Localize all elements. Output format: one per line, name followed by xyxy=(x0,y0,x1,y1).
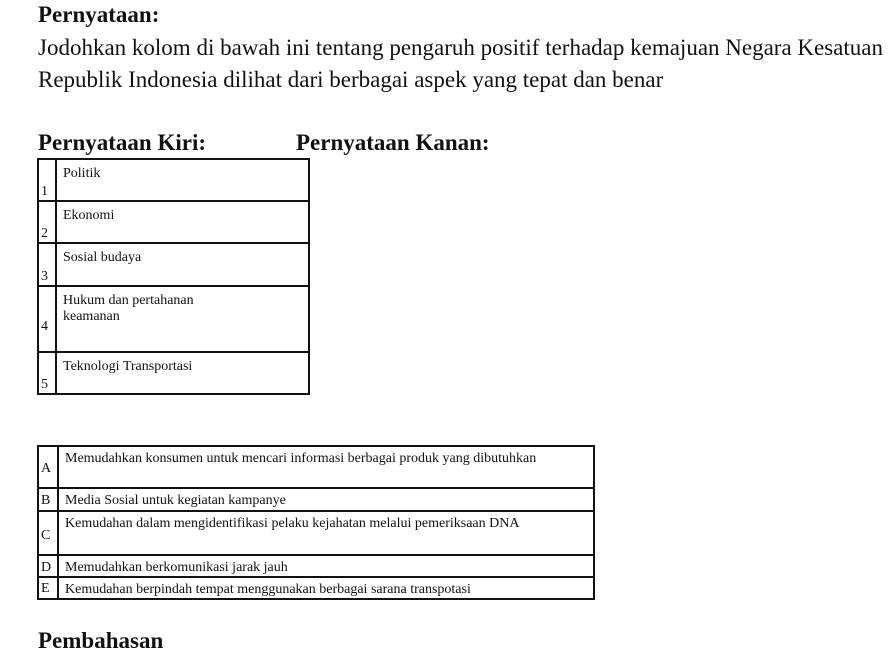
row-letter: D xyxy=(38,555,58,577)
left-statements-table xyxy=(37,158,310,395)
row-number: 4 xyxy=(38,286,56,352)
table-row xyxy=(38,577,594,599)
table-row xyxy=(38,555,594,577)
table-row xyxy=(38,488,594,511)
table-row xyxy=(38,201,309,243)
row-number: 1 xyxy=(38,159,56,201)
row-text: Politik xyxy=(56,159,309,201)
discussion-heading: Pembahasan xyxy=(38,628,164,653)
row-number: 3 xyxy=(38,243,56,286)
row-text: Memudahkan berkomunikasi jarak jauh xyxy=(58,555,594,577)
table-row xyxy=(38,286,309,352)
table-row xyxy=(38,352,309,394)
right-column-title: Pernyataan Kanan: xyxy=(296,130,490,155)
table-row xyxy=(38,511,594,555)
row-text: Media Sosial untuk kegiatan kampanye xyxy=(58,488,594,511)
row-text: Teknologi Transportasi xyxy=(56,352,309,394)
row-letter: A xyxy=(38,446,58,488)
row-letter: C xyxy=(38,511,58,555)
row-text: Sosial budaya xyxy=(56,243,309,286)
row-text: Kemudahan dalam mengidentifikasi pelaku kejahatan melalui pemeriksaan DNA xyxy=(58,511,594,555)
intro-text: Jodohkan kolom di bawah ini tentang pengaruh positif terhadap kemajuan Negara Kesatuan Republik Indonesia dilihat dari berbagai aspek yang tepat dan benar xyxy=(38,35,883,92)
right-statements-table xyxy=(37,445,595,600)
row-text: Hukum dan pertahanan keamanan xyxy=(56,286,309,352)
row-letter: E xyxy=(38,577,58,599)
table-row xyxy=(38,446,594,488)
left-column-title: Pernyataan Kiri: xyxy=(38,130,206,155)
row-letter: B xyxy=(38,488,58,511)
row-number: 2 xyxy=(38,201,56,243)
row-number: 5 xyxy=(38,352,56,394)
row-text: Kemudahan berpindah tempat menggunakan berbagai sarana transpotasi xyxy=(58,577,594,599)
table-row xyxy=(38,159,309,201)
table-row xyxy=(38,243,309,286)
row-text: Ekonomi xyxy=(56,201,309,243)
row-text: Memudahkan konsumen untuk mencari informasi berbagai produk yang dibutuhkan xyxy=(58,446,594,488)
statement-heading: Pernyataan: xyxy=(38,2,160,27)
